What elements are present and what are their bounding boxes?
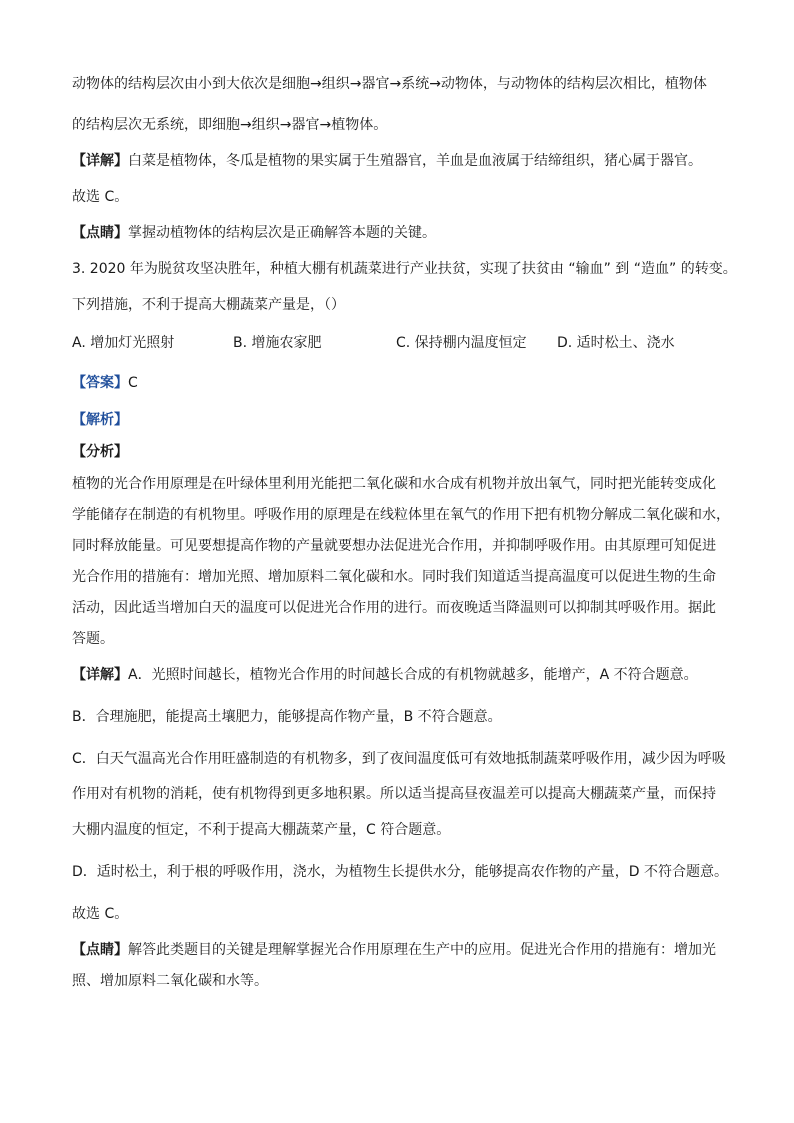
analysis-heading — [72, 410, 128, 430]
text: 大棚内温度的恒定，不利于提高大棚蔬菜产量，C 符合题意。 — [72, 822, 451, 838]
option-a: A. 增加灯光照射 — [72, 335, 175, 351]
conclusion-line — [72, 187, 128, 207]
answer-line — [72, 373, 138, 393]
option-c: C. 保持棚内温度恒定 — [396, 335, 527, 351]
text: 故选 C。 — [72, 906, 129, 922]
point-line — [72, 940, 716, 960]
paragraph-line — [72, 474, 716, 494]
point-line — [72, 223, 436, 243]
point-tag: 【点睛】 — [72, 225, 128, 241]
question-text: 下列措施，不利于提高大棚蔬菜产量是，（） — [72, 297, 345, 313]
text: 答题。 — [72, 631, 114, 647]
paragraph-line — [72, 971, 268, 991]
paragraph-line — [72, 862, 728, 882]
fenxi-heading — [72, 442, 128, 462]
answer-value: C — [128, 375, 138, 391]
text: 同时释放能量。可见要想提高作物的产量就要想办法促进光合作用，并抑制呼吸作用。由其原理可知促进 — [72, 538, 716, 554]
text: 光合作用的措施有：增加光照、增加原料二氧化碳和水。同时我们知道适当提高温度可以促进生物的生命 — [72, 569, 716, 585]
paragraph-line — [72, 629, 114, 649]
question-text: 3. 2020 年为脱贫攻坚决胜年，种植大棚有机蔬菜进行产业扶贫，实现了扶贫由 “输血” 到 “造血” 的转变。 — [72, 261, 737, 277]
text: 作用对有机物的消耗，使有机物得到更多地积累。所以适当提高昼夜温差可以提高大棚蔬菜产量，而保持 — [72, 786, 716, 802]
paragraph-line — [72, 536, 716, 556]
text: 的结构层次无系统，即细胞→组织→器官→植物体。 — [72, 117, 388, 133]
paragraph-line — [72, 598, 716, 618]
detail-line — [72, 665, 698, 685]
conclusion-line — [72, 904, 128, 924]
paragraph-line — [72, 749, 726, 769]
paragraph-line — [72, 115, 387, 135]
text: 照、增加原料二氧化碳和水等。 — [72, 973, 268, 989]
detail-tag: 【详解】 — [72, 667, 128, 683]
paragraph-line — [72, 707, 502, 727]
answer-tag: 【答案】 — [72, 375, 128, 391]
text: C．白天气温高光合作用旺盛制造的有机物多，到了夜间温度低可有效地抵制蔬菜呼吸作用，减少因为呼吸 — [72, 751, 726, 767]
analysis-tag: 【解析】 — [72, 412, 128, 428]
text: 活动，因此适当增加白天的温度可以促进光合作用的进行。而夜晚适当降温则可以抑制其呼吸作用。据此 — [72, 600, 716, 616]
option-d: D. 适时松土、浇水 — [557, 335, 675, 351]
paragraph-line — [72, 505, 730, 525]
option-b: B. 增施农家肥 — [233, 335, 322, 351]
text: 白菜是植物体，冬瓜是植物的果实属于生殖器官，羊血是血液属于结缔组织，猪心属于器官。 — [128, 153, 702, 169]
fenxi-tag: 【分析】 — [72, 444, 128, 460]
detail-line — [72, 151, 702, 171]
point-tag: 【点睛】 — [72, 942, 128, 958]
paragraph-line — [72, 567, 716, 587]
paragraph-line — [72, 784, 716, 804]
text: 解答此类题目的关键是理解掌握光合作用原理在生产中的应用。促进光合作用的措施有：增加光 — [128, 942, 716, 958]
question-line — [72, 259, 737, 279]
detail-tag: 【详解】 — [72, 153, 128, 169]
text: A．光照时间越长，植物光合作用的时间越长合成的有机物就越多，能增产，A 不符合题意。 — [128, 667, 698, 683]
text: 植物的光合作用原理是在叶绿体里利用光能把二氧化碳和水合成有机物并放出氧气，同时把光能转变成化 — [72, 476, 716, 492]
question-line — [72, 295, 345, 315]
text: 掌握动植物体的结构层次是正确解答本题的关键。 — [128, 225, 436, 241]
paragraph-line — [72, 74, 707, 94]
paragraph-line — [72, 820, 450, 840]
text: B．合理施肥，能提高土壤肥力，能够提高作物产量，B 不符合题意。 — [72, 709, 502, 725]
text: 学能储存在制造的有机物里。呼吸作用的原理是在线粒体里在氧气的作用下把有机物分解成二氧化碳和水， — [72, 507, 730, 523]
text: 动物体的结构层次由小到大依次是细胞→组织→器官→系统→动物体，与动物体的结构层次相比，植物体 — [72, 76, 707, 92]
text: D．适时松土，利于根的呼吸作用，浇水，为植物生长提供水分，能够提高农作物的产量，D 不符合题意。 — [72, 864, 729, 880]
text: 故选 C。 — [72, 189, 129, 205]
